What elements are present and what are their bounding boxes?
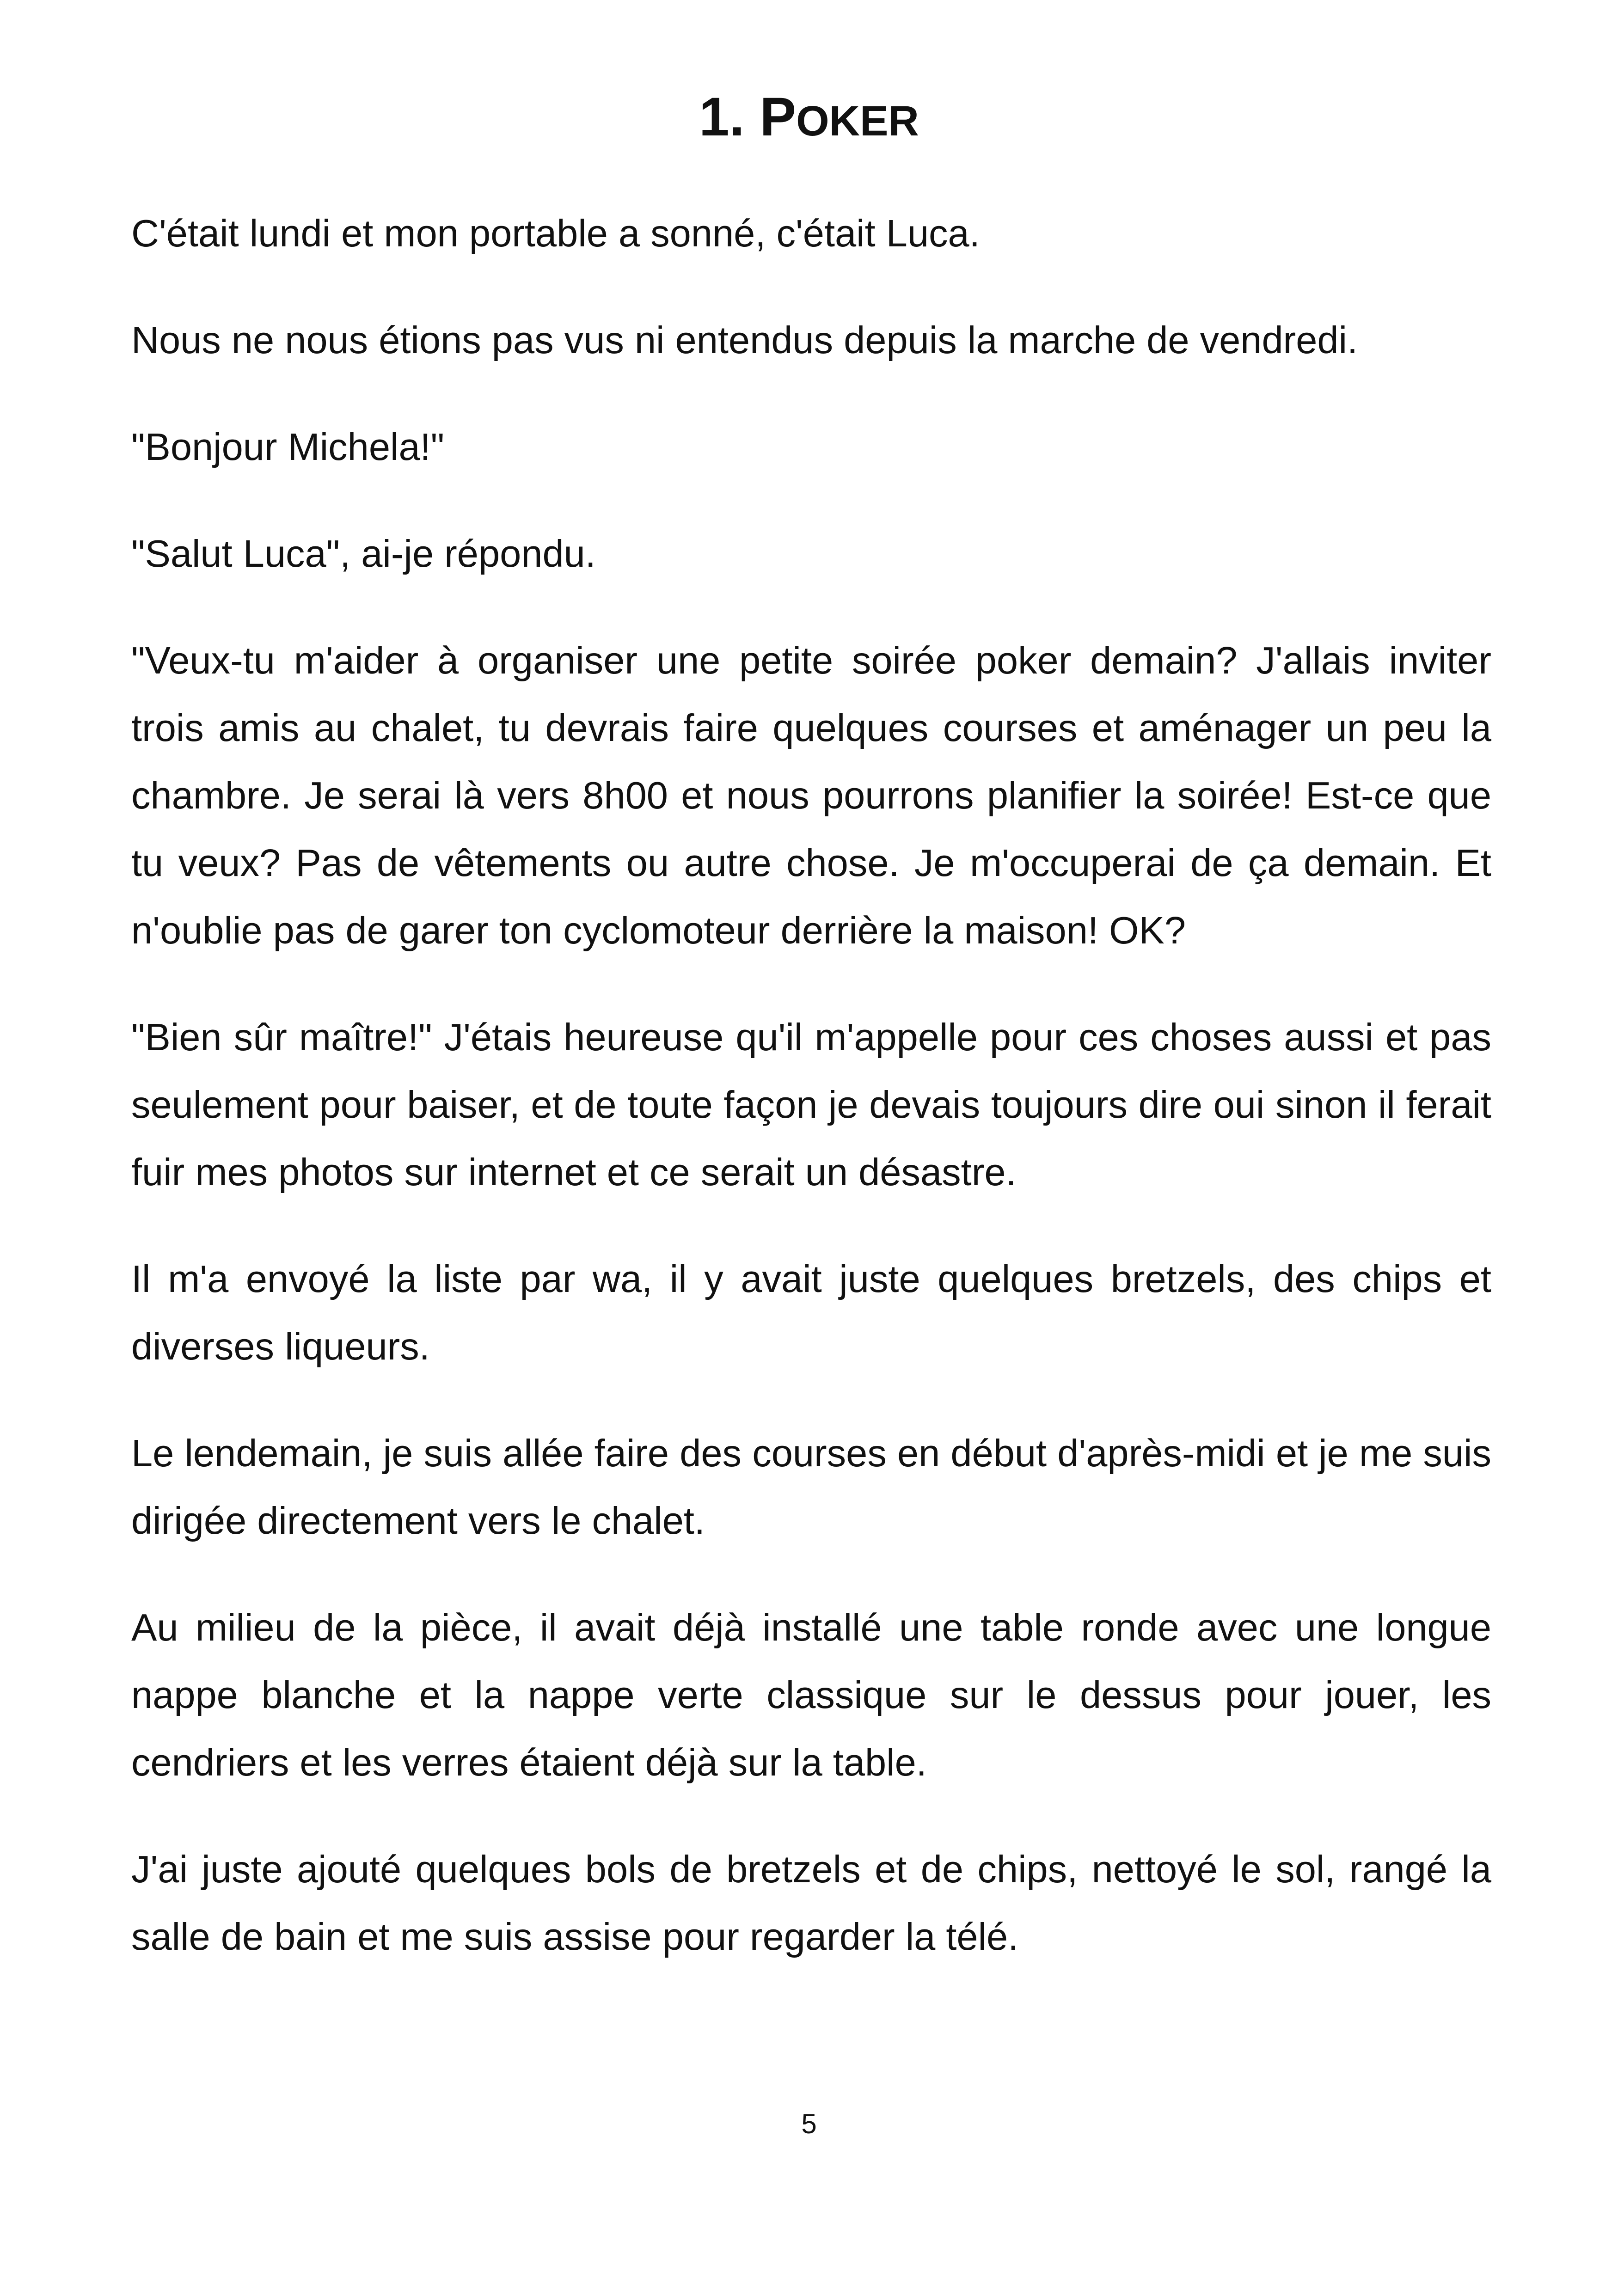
paragraph: "Veux-tu m'aider à organiser une petite soirée poker demain? J'allais inviter trois amis au chalet, tu devrais faire quelques courses et aménager un peu la chambre. Je serai là vers 8h00 et nous pourrons planifier la soirée! Est-ce que tu veux? Pas de vêtements ou autre chose. Je m'occuperai de ça demain. Et n'oublie pas de garer ton cyclomoteur derrière la maison! OK? <box>131 639 1491 952</box>
paragraph: "Bien sûr maître!" J'étais heureuse qu'il m'appelle pour ces choses aussi et pas seulement pour baiser, et de toute façon je devais toujours dire oui sinon il ferait fuir mes photos sur internet et ce serait un désastre. <box>131 1016 1491 1194</box>
paragraph: C'était lundi et mon portable a sonné, c'était Luca. <box>131 212 980 255</box>
paragraph: Au milieu de la pièce, il avait déjà installé une table ronde avec une longue nappe blanche et la nappe verte classique sur le dessus pour jouer, les cendriers et les verres étaient déjà sur la table. <box>131 1606 1491 1784</box>
chapter-title <box>0 82 1618 156</box>
chapter-title-initial: P <box>760 86 797 147</box>
page-number: 5 <box>801 2108 817 2139</box>
paragraph: Il m'a envoyé la liste par wa, il y avait juste quelques bretzels, des chips et diverses liqueurs. <box>131 1257 1491 1368</box>
paragraph: J'ai juste ajouté quelques bols de bretzels et de chips, nettoyé le sol, rangé la salle de bain et me suis assise pour regarder la télé. <box>131 1848 1491 1958</box>
chapter-number: 1. <box>699 86 745 147</box>
paragraph: "Salut Luca", ai-je répondu. <box>131 532 596 575</box>
body-text <box>131 200 1491 2010</box>
paragraph: "Bonjour Michela!" <box>131 425 445 468</box>
paragraph: Le lendemain, je suis allée faire des courses en début d'après-midi et je me suis dirigée directement vers le chalet. <box>131 1432 1491 1542</box>
chapter-title-rest: OKER <box>796 98 919 145</box>
paragraph: Nous ne nous étions pas vus ni entendus depuis la marche de vendredi. <box>131 318 1358 361</box>
